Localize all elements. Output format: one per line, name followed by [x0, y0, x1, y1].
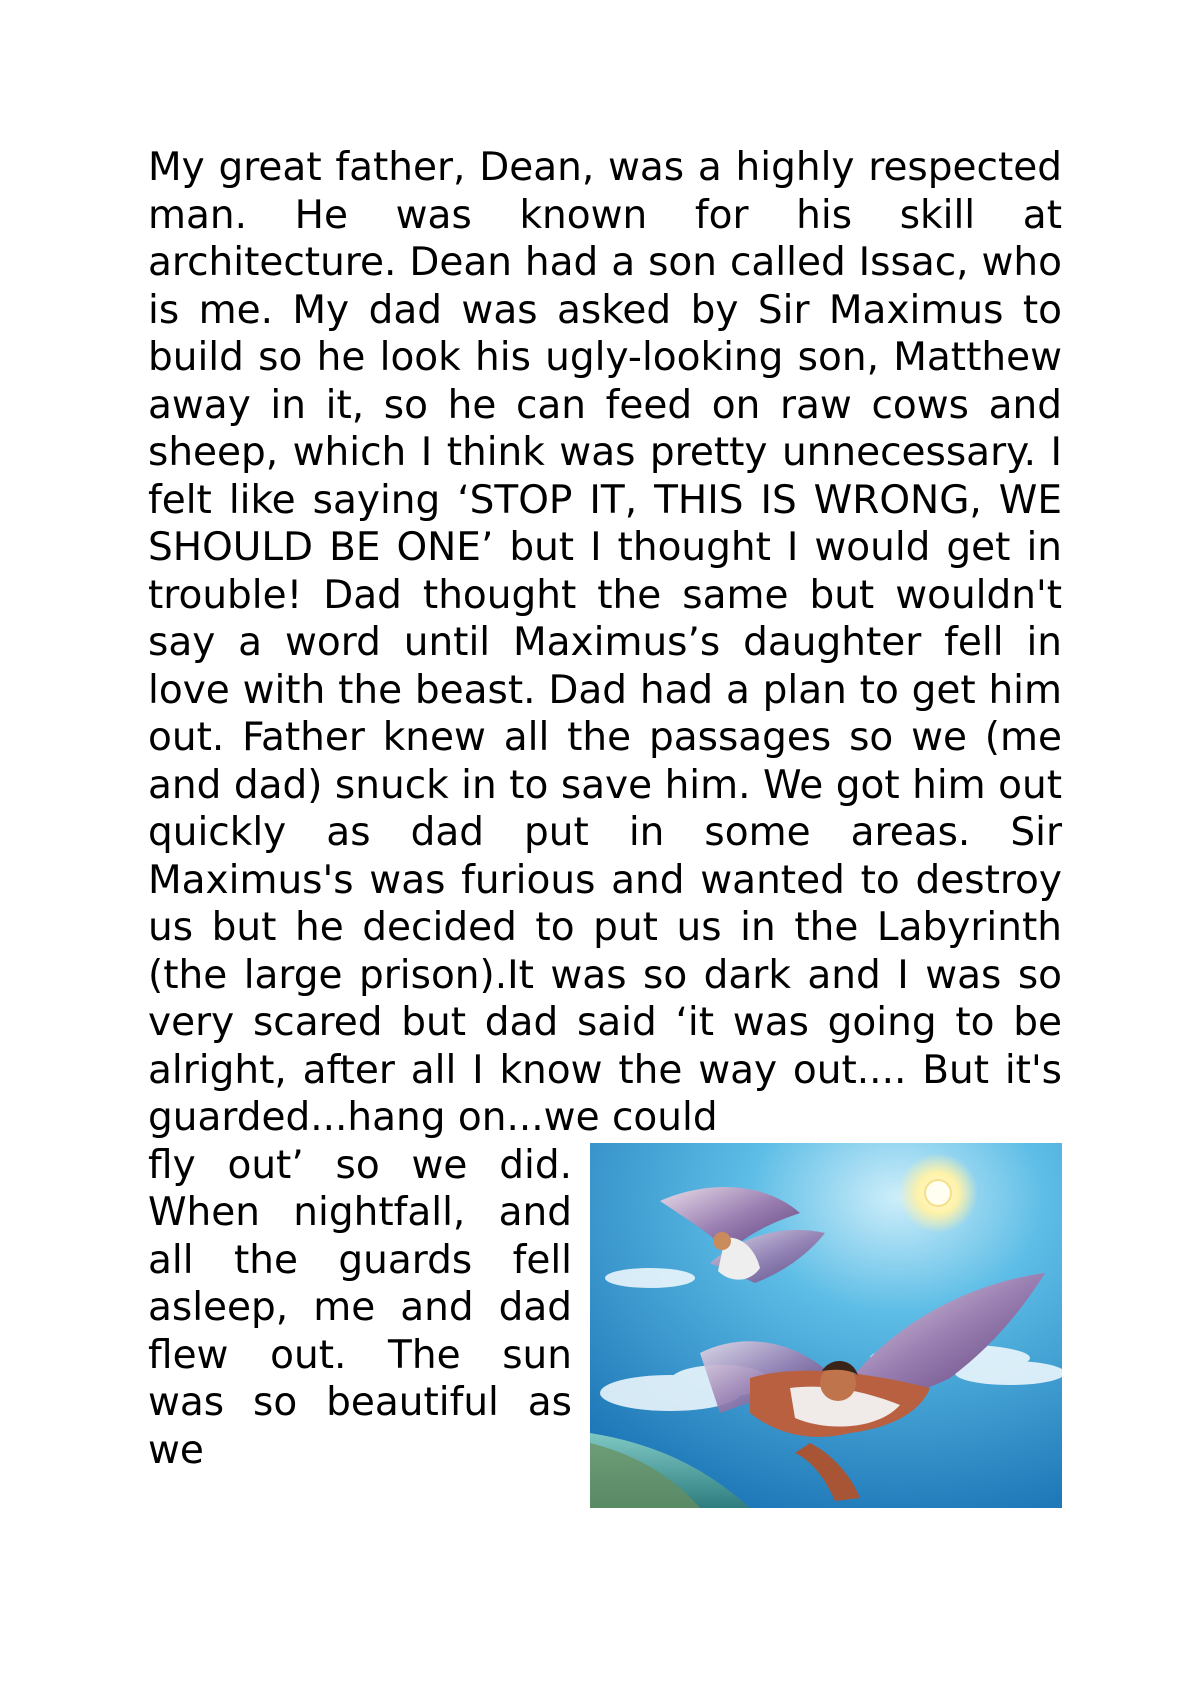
icarus-flight-illustration: [590, 1143, 1062, 1508]
story-paragraph: My great father, Dean, was a highly respected man. He was known for his skill at architecture. Dean had a son called Issac, who is me. My dad was asked by Sir Maximus to build so he look his ugly-looking son, Matthew away in it, so he can feed on raw cows and sheep, which I think was pretty unnecessary. I felt like saying ‘STOP IT, THIS IS WRONG, WE SHOULD BE ONE’ but I thought I would get in trouble! Dad thought the same but wouldn't say a word until Maximus’s daughter fell in love with the beast. Dad had a plan to get him out. Father knew all the passages so we (me and dad) snuck in to save him. We got him out quickly as dad put in some areas. Sir Maximus's was furious and wanted to destroy us but he decided to put us in the Labyrinth (the large prison).It was so dark and I was so very scared but dad said ‘it was going to be alright, after all I know the way out.... But it's guarded...hang on...we could: [148, 145, 1062, 1140]
illustration-graphic: [590, 1143, 1062, 1508]
story-paragraph-wrap: fly out’ so we did. When nightfall, and all the guards fell asleep, me and dad flew out. The sun was so beautiful as we: [148, 1142, 572, 1473]
document-page: [148, 144, 1062, 1508]
sun-disc: [925, 1180, 951, 1206]
